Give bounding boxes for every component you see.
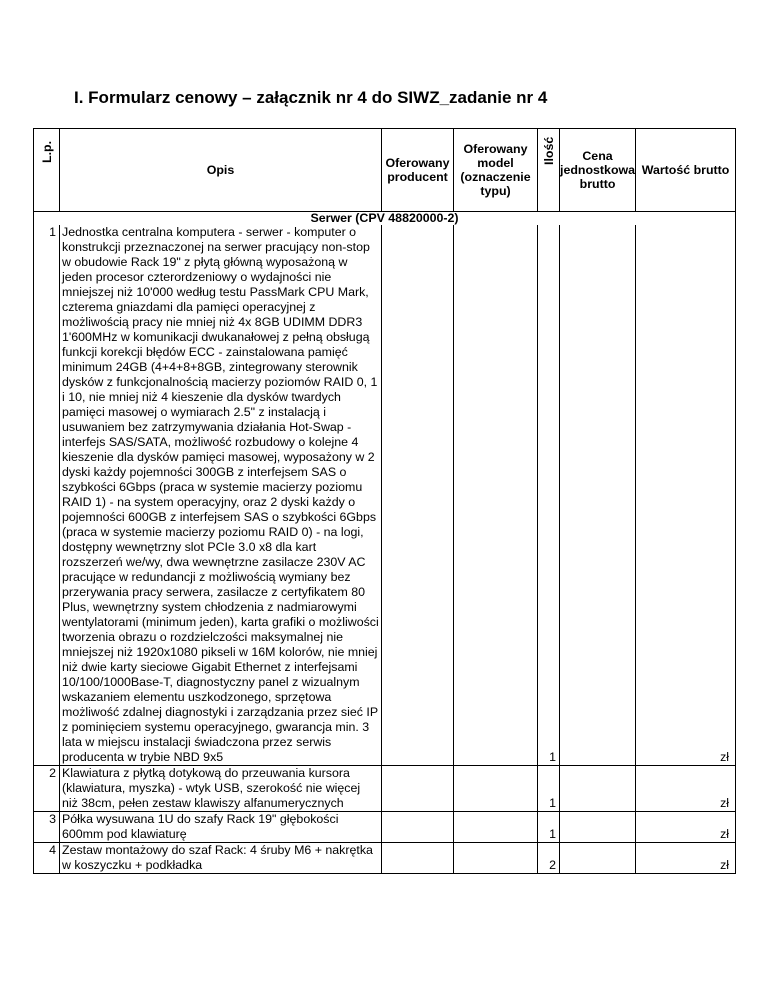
row-ilosc: 1 (538, 812, 560, 843)
table-row (34, 812, 736, 843)
row-model-cell[interactable] (454, 812, 538, 843)
row-wartosc: zł (636, 766, 736, 812)
row-model-cell[interactable] (454, 843, 538, 874)
row-producent-cell[interactable] (382, 812, 454, 843)
row-lp: 2 (34, 766, 60, 812)
row-wartosc: zł (636, 843, 736, 874)
header-ilosc-label: Ilość (541, 136, 556, 165)
row-wartosc: zł (636, 812, 736, 843)
section-row (34, 212, 736, 226)
row-ilosc: 1 (538, 225, 560, 766)
header-wartosc: Wartość brutto (636, 129, 736, 212)
row-model-cell[interactable] (454, 225, 538, 766)
row-ilosc: 2 (538, 843, 560, 874)
row-producent-cell[interactable] (382, 766, 454, 812)
table-header-row (34, 129, 736, 212)
row-lp: 1 (34, 225, 60, 766)
row-opis: Zestaw montażowy do szaf Rack: 4 śruby M6 + nakrętka w koszyczku + podkładka (60, 843, 382, 874)
row-lp: 4 (34, 843, 60, 874)
row-cena-cell[interactable] (560, 843, 636, 874)
row-ilosc: 1 (538, 766, 560, 812)
table-row (34, 225, 736, 766)
row-cena-cell[interactable] (560, 812, 636, 843)
header-opis: Opis (60, 129, 382, 212)
page-title: I. Formularz cenowy – załącznik nr 4 do SIWZ_zadanie nr 4 (74, 88, 548, 107)
table-row (34, 766, 736, 812)
row-cena-cell[interactable] (560, 225, 636, 766)
row-producent-cell[interactable] (382, 843, 454, 874)
row-opis: Jednostka centralna komputera - serwer - komputer o konstrukcji przeznaczonej na serwer pracujący non-stop w obudowie Rack 19" z płytą główną wyposażoną w jeden procesor czterordzeniowy o wydajności nie mniejszej niż 10'000 według testu PassMark CPU Mark, czterema gniazdami dla pamięci operacyjnej z możliwością pracy nie mniej niż 4x 8GB UDIMM DDR3 1'600MHz w komunikacji dwukanałowej z pełną obsługą funkcji korekcji błędów ECC - zainstalowana pamięć minimum 24GB (4+4+8+8GB, zintegrowany sterownik dysków z funkcjonalnością macierzy poziomów RAID 0, 1 i 10, nie mniej niż 4 kieszenie dla dysków twardych pamięci masowej o wymiarach 2.5" z instalacją i usuwaniem bez zatrzymywania działania Hot-Swap - interfejs SAS/SATA, możliwość rozbudowy o kolejne 4 kieszenie dla dysków pamięci masowej, wyposażony w 2 dyski każdy pojemności 300GB z interfejsem SAS o szybkości 6Gbps (praca w systemie macierzy poziomu RAID 1) - na system operacyjny, oraz 2 dyski każdy o pojemności 600GB z interfejsem SAS o szybkości 6Gbps (praca w systemie macierzy poziomu RAID 0) - na logi, dostępny wewnętrzny slot PCIe 3.0 x8 dla kart rozszerzeń we/wy, dwa wewnętrzne zasilacze 230V AC pracujące w redundancji z możliwością wymiany bez przerywania pracy serwera, zasilacze z certyfikatem 80 Plus, wewnętrzny system chłodzenia z nadmiarowymi wentylatorami (minimum jeden), karta grafiki o możliwości tworzenia obrazu o rozdzielczości maksymalnej nie mniejszej niż 1920x1080 pikseli w 16M kolorów, nie mniej niż dwie karty sieciowe Gigabit Ethernet z interfejsami 10/100/1000Base-T, diagnostyczny panel z wizualnym wskazaniem elementu uszkodzonego, sprzętowa możliwość zdalnej diagnostyki i zarządzania przez sieć IP z pominięciem systemu operacyjnego, gwarancja min. 3 lata w miejscu instalacji świadczona przez serwis producenta w trybie NBD 9x5 (60, 225, 382, 766)
header-lp (34, 129, 60, 212)
row-cena-cell[interactable] (560, 766, 636, 812)
row-opis: Klawiatura z płytką dotykową do przeuwania kursora (klawiatura, myszka) - wtyk USB, szerokość nie więcej niż 38cm, pełen zestaw klawiszy alfanumerycznych (60, 766, 382, 812)
row-model-cell[interactable] (454, 766, 538, 812)
header-producent: Oferowany producent (382, 129, 454, 212)
header-lp-label: L.p. (39, 140, 54, 163)
row-lp: 3 (34, 812, 60, 843)
header-model: Oferowany model (oznaczenie typu) (454, 129, 538, 212)
header-ilosc (538, 129, 560, 212)
price-form-table (33, 128, 736, 874)
row-opis: Półka wysuwana 1U do szafy Rack 19" głębokości 600mm pod klawiaturę (60, 812, 382, 843)
row-wartosc: zł (636, 225, 736, 766)
table-row (34, 843, 736, 874)
header-cena: Cena jednostkowa brutto (560, 129, 636, 212)
section-title: Serwer (CPV 48820000-2) (34, 212, 736, 226)
row-producent-cell[interactable] (382, 225, 454, 766)
